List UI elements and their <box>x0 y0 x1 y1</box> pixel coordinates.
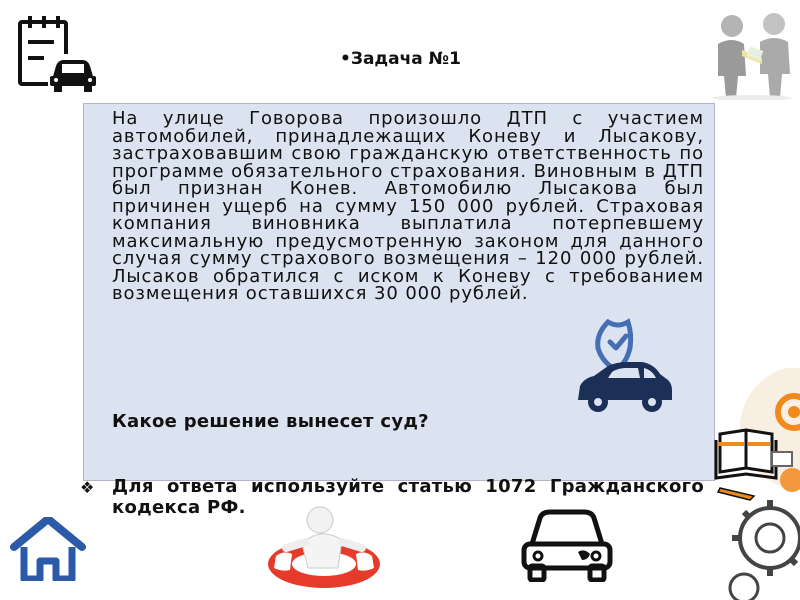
diamond-bullet: ❖ <box>80 480 95 497</box>
lifebuoy-person-icon <box>262 504 386 598</box>
car-insurance-shield-icon <box>572 318 676 418</box>
task-paragraph: На улице Говорова произошло ДТП с участием автомобилей, принадлежащих Коневу и Лысакову, застраховавшим свою гражданскую ответственность по программе обязательного страхования. Виновным в ДТП был признан Конев. Автомобилю Лысакова был причинен ущерб на сумму 150 000 рублей. Страховая компания виновника выплатила потерпевшему максимальную предусмотренную законом для данного случая сумму страхового возмещения – 120 000 рублей. Лысаков обратился с иском к Коневу с требованием возмещения оставшихся 30 000 рублей. <box>112 108 704 304</box>
clipboard-car-icon <box>14 14 100 94</box>
people-handshake-icon <box>704 12 798 100</box>
instruction-text: Для ответа используйте статью 1072 Гражданского кодекса РФ. <box>112 476 704 518</box>
car-outline-icon <box>518 504 614 582</box>
slide-title: •Задача №1 <box>340 49 461 69</box>
question-text: Какое решение вынесет суд? <box>112 411 429 432</box>
home-icon[interactable] <box>10 517 86 581</box>
book-icon <box>714 368 800 600</box>
